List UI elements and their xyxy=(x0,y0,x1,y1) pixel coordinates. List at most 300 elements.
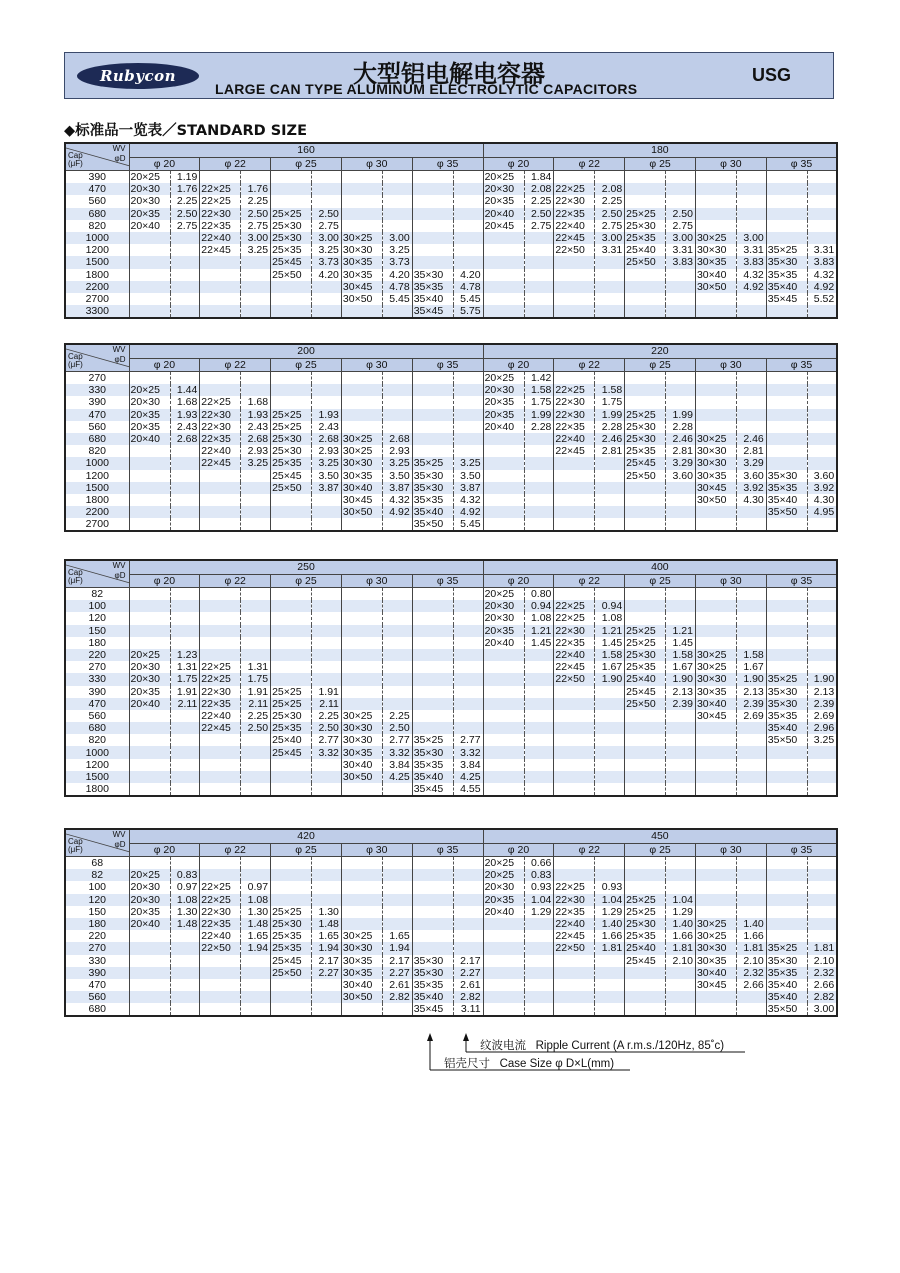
case-size-cell xyxy=(412,906,453,918)
case-size-cell: 22×40 xyxy=(200,710,241,722)
case-size-cell xyxy=(129,600,170,612)
ripple-current-cell xyxy=(524,506,554,518)
case-size-cell xyxy=(483,433,524,445)
case-size-cell xyxy=(271,759,312,771)
case-size-cell: 20×25 xyxy=(483,869,524,881)
ripple-current-cell xyxy=(170,445,200,457)
ripple-current-cell xyxy=(666,372,696,385)
case-size-cell xyxy=(766,600,807,612)
ripple-current-cell xyxy=(736,195,766,207)
case-size-cell xyxy=(766,930,807,942)
case-cn: 铝壳尺寸 xyxy=(444,1058,490,1070)
ripple-current-cell xyxy=(524,979,554,991)
case-size-cell xyxy=(554,783,595,796)
ripple-current-cell xyxy=(807,208,837,220)
ripple-current-cell: 3.31 xyxy=(736,244,766,256)
ripple-current-cell: 0.93 xyxy=(524,881,554,893)
ripple-current-cell: 1.75 xyxy=(595,396,625,408)
case-size-cell: 20×30 xyxy=(129,673,170,685)
case-size-cell xyxy=(200,612,241,624)
ripple-current-cell xyxy=(595,857,625,870)
capacitance-cell: 1000 xyxy=(65,232,129,244)
ripple-current-cell xyxy=(807,518,837,531)
ripple-current-cell xyxy=(453,625,483,637)
voltage-header: 400 xyxy=(483,560,837,574)
ripple-current-cell: 2.66 xyxy=(807,979,837,991)
ripple-current-cell: 1.99 xyxy=(524,409,554,421)
case-size-cell: 25×35 xyxy=(625,445,666,457)
capacitance-cell: 330 xyxy=(65,673,129,685)
corner-header xyxy=(65,560,129,588)
ripple-current-cell: 1.04 xyxy=(524,894,554,906)
case-size-cell: 20×40 xyxy=(483,906,524,918)
diameter-header: φ 35 xyxy=(766,157,837,171)
case-size-cell xyxy=(483,1003,524,1016)
case-size-cell xyxy=(129,734,170,746)
capacitance-cell: 1500 xyxy=(65,256,129,268)
case-size-cell: 30×35 xyxy=(341,967,382,979)
ripple-current-cell xyxy=(453,930,483,942)
ripple-current-cell: 3.50 xyxy=(382,470,412,482)
table-row xyxy=(65,967,837,979)
case-size-cell xyxy=(412,244,453,256)
corner-wv-label: WV xyxy=(112,561,126,570)
ripple-current-cell: 2.28 xyxy=(524,421,554,433)
table-row xyxy=(65,894,837,906)
cap-unit-label: (μF) xyxy=(68,159,83,168)
ripple-current-cell xyxy=(807,409,837,421)
case-size-cell xyxy=(766,906,807,918)
table-row xyxy=(65,649,837,661)
ripple-current-cell: 4.30 xyxy=(807,494,837,506)
ripple-current-cell: 2.08 xyxy=(524,183,554,195)
ripple-current-cell xyxy=(312,783,342,796)
table-row xyxy=(65,637,837,649)
ripple-current-cell: 1.30 xyxy=(170,906,200,918)
ripple-current-cell xyxy=(807,220,837,232)
table-row xyxy=(65,396,837,408)
ripple-current-cell: 2.17 xyxy=(453,955,483,967)
case-size-cell: 22×35 xyxy=(554,637,595,649)
ripple-current-cell xyxy=(595,281,625,293)
ripple-current-cell xyxy=(666,396,696,408)
case-size-cell: 25×50 xyxy=(271,967,312,979)
rubycon-logo: Rubycon xyxy=(77,63,199,89)
ripple-current-cell xyxy=(241,281,271,293)
ripple-current-cell: 2.43 xyxy=(170,421,200,433)
ripple-current-cell xyxy=(666,293,696,305)
case-size-cell xyxy=(625,783,666,796)
ripple-current-cell xyxy=(312,771,342,783)
ripple-current-cell xyxy=(666,269,696,281)
case-size-cell xyxy=(554,269,595,281)
ripple-current-cell xyxy=(170,232,200,244)
case-size-cell xyxy=(766,171,807,184)
case-size-cell xyxy=(341,686,382,698)
ripple-current-cell xyxy=(736,220,766,232)
case-size-cell xyxy=(483,942,524,954)
case-size-cell xyxy=(341,625,382,637)
case-size-cell: 35×25 xyxy=(412,734,453,746)
case-size-cell xyxy=(271,612,312,624)
case-size-cell xyxy=(129,637,170,649)
table-row xyxy=(65,518,837,531)
ripple-current-cell: 4.55 xyxy=(453,783,483,796)
case-size-cell xyxy=(412,409,453,421)
ripple-current-cell xyxy=(666,588,696,601)
capacitance-cell: 1000 xyxy=(65,746,129,758)
case-size-cell: 22×45 xyxy=(554,445,595,457)
ripple-current-cell: 1.08 xyxy=(595,612,625,624)
case-size-cell: 35×45 xyxy=(412,1003,453,1016)
ripple-current-cell xyxy=(807,183,837,195)
table-row xyxy=(65,979,837,991)
ripple-current-cell xyxy=(312,857,342,870)
table-row xyxy=(65,918,837,930)
ripple-current-cell: 4.78 xyxy=(453,281,483,293)
case-size-cell xyxy=(412,600,453,612)
case-size-cell xyxy=(625,979,666,991)
case-size-cell xyxy=(695,734,736,746)
case-size-cell: 30×50 xyxy=(695,281,736,293)
table-row xyxy=(65,232,837,244)
ripple-current-cell xyxy=(453,722,483,734)
ripple-current-cell: 4.32 xyxy=(807,269,837,281)
case-size-cell: 30×35 xyxy=(341,746,382,758)
capacitance-cell: 2200 xyxy=(65,281,129,293)
case-size-cell: 20×35 xyxy=(129,409,170,421)
case-size-cell xyxy=(554,869,595,881)
corner-cap-label xyxy=(68,152,83,168)
ripple-current-cell xyxy=(524,967,554,979)
ripple-current-cell xyxy=(807,625,837,637)
ripple-current-cell: 0.66 xyxy=(524,857,554,870)
case-size-cell: 22×50 xyxy=(200,942,241,954)
case-size-cell xyxy=(766,220,807,232)
table-row xyxy=(65,857,837,870)
ripple-current-cell: 1.75 xyxy=(241,673,271,685)
ripple-current-cell xyxy=(382,183,412,195)
table-row xyxy=(65,771,837,783)
ripple-current-cell xyxy=(807,783,837,796)
case-size-cell xyxy=(200,637,241,649)
capacitance-cell: 390 xyxy=(65,686,129,698)
ripple-current-cell xyxy=(382,661,412,673)
table-row xyxy=(65,746,837,758)
ripple-current-cell xyxy=(241,506,271,518)
ripple-current-cell: 3.25 xyxy=(312,457,342,469)
ripple-current-cell: 5.52 xyxy=(807,293,837,305)
ripple-current-cell xyxy=(312,518,342,531)
ripple-current-cell: 2.13 xyxy=(666,686,696,698)
case-size-cell xyxy=(695,396,736,408)
ripple-current-cell xyxy=(170,457,200,469)
case-size-cell: 22×50 xyxy=(554,942,595,954)
ripple-current-cell xyxy=(312,612,342,624)
ripple-current-cell xyxy=(524,722,554,734)
case-size-cell: 25×35 xyxy=(271,722,312,734)
ripple-current-cell xyxy=(241,869,271,881)
case-size-cell: 30×30 xyxy=(341,457,382,469)
ripple-current-cell xyxy=(595,256,625,268)
ripple-current-cell xyxy=(170,256,200,268)
ripple-current-cell: 2.25 xyxy=(241,710,271,722)
case-size-cell xyxy=(766,305,807,318)
ripple-current-cell xyxy=(170,955,200,967)
diameter-header: φ 25 xyxy=(271,843,342,857)
ripple-current-cell: 1.23 xyxy=(170,649,200,661)
ripple-en: Ripple Current (A r.m.s./120Hz, 85˚c) xyxy=(535,1040,725,1052)
case-size-cell: 35×35 xyxy=(766,967,807,979)
case-size-cell xyxy=(695,518,736,531)
case-size-cell xyxy=(129,470,170,482)
ripple-current-cell: 2.50 xyxy=(241,722,271,734)
ripple-current-cell xyxy=(524,244,554,256)
case-size-cell xyxy=(625,506,666,518)
ripple-current-cell: 0.83 xyxy=(524,869,554,881)
diameter-header: φ 22 xyxy=(200,157,271,171)
case-size-cell xyxy=(341,588,382,601)
ripple-current-cell xyxy=(807,649,837,661)
ripple-current-cell xyxy=(382,906,412,918)
ripple-current-cell: 4.92 xyxy=(807,281,837,293)
case-size-cell xyxy=(695,183,736,195)
ripple-current-cell xyxy=(312,881,342,893)
case-size-cell: 30×40 xyxy=(341,759,382,771)
table-row xyxy=(65,409,837,421)
ripple-current-cell xyxy=(524,281,554,293)
title-chinese: 大型铝电解电容器 xyxy=(353,60,545,88)
capacitance-cell: 680 xyxy=(65,722,129,734)
ripple-current-cell: 4.20 xyxy=(382,269,412,281)
ripple-current-cell: 2.25 xyxy=(382,710,412,722)
case-size-cell xyxy=(554,734,595,746)
case-size-cell xyxy=(200,746,241,758)
ripple-current-cell: 0.97 xyxy=(241,881,271,893)
ripple-current-cell xyxy=(170,244,200,256)
case-size-cell: 25×25 xyxy=(271,698,312,710)
ripple-current-cell xyxy=(241,171,271,184)
ripple-current-cell: 1.58 xyxy=(524,384,554,396)
ripple-current-cell xyxy=(595,979,625,991)
table-row xyxy=(65,494,837,506)
ripple-current-cell xyxy=(241,518,271,531)
case-size-cell: 30×35 xyxy=(341,256,382,268)
case-size-cell: 20×30 xyxy=(483,612,524,624)
capacitance-cell: 180 xyxy=(65,918,129,930)
ripple-current-cell xyxy=(524,991,554,1003)
case-size-cell: 35×35 xyxy=(766,269,807,281)
case-size-cell xyxy=(129,991,170,1003)
case-size-cell xyxy=(412,612,453,624)
case-size-cell: 35×40 xyxy=(766,991,807,1003)
ripple-current-cell: 1.45 xyxy=(595,637,625,649)
case-size-cell xyxy=(129,759,170,771)
case-size-cell xyxy=(766,433,807,445)
case-size-cell xyxy=(129,625,170,637)
case-size-cell: 30×40 xyxy=(695,698,736,710)
case-size-cell: 35×50 xyxy=(766,734,807,746)
case-size-cell xyxy=(271,783,312,796)
ripple-current-cell xyxy=(382,588,412,601)
case-size-cell xyxy=(625,518,666,531)
case-size-cell: 20×35 xyxy=(129,421,170,433)
ripple-current-cell: 2.61 xyxy=(453,979,483,991)
case-size-cell xyxy=(200,256,241,268)
ripple-current-cell: 4.30 xyxy=(736,494,766,506)
ripple-current-cell: 1.81 xyxy=(736,942,766,954)
ripple-current-cell xyxy=(312,494,342,506)
ripple-current-cell xyxy=(241,293,271,305)
case-size-cell xyxy=(412,445,453,457)
ripple-current-cell xyxy=(453,612,483,624)
ripple-current-cell: 2.82 xyxy=(807,991,837,1003)
case-size-cell: 30×35 xyxy=(695,955,736,967)
case-size-cell xyxy=(695,906,736,918)
case-size-cell: 22×30 xyxy=(200,208,241,220)
case-size-cell: 22×45 xyxy=(554,661,595,673)
ripple-current-cell xyxy=(170,759,200,771)
case-size-cell: 30×30 xyxy=(695,457,736,469)
ripple-current-cell xyxy=(170,722,200,734)
ripple-current-cell xyxy=(382,305,412,318)
case-size-cell: 22×35 xyxy=(200,433,241,445)
ripple-current-cell xyxy=(382,649,412,661)
case-size-cell: 22×30 xyxy=(200,409,241,421)
case-size-cell: 20×35 xyxy=(129,906,170,918)
ripple-current-cell: 2.10 xyxy=(736,955,766,967)
case-size-cell xyxy=(554,1003,595,1016)
ripple-current-cell xyxy=(736,293,766,305)
ripple-current-cell: 2.46 xyxy=(736,433,766,445)
case-size-cell xyxy=(412,710,453,722)
case-size-cell xyxy=(554,955,595,967)
ripple-current-cell xyxy=(524,457,554,469)
case-size-cell xyxy=(625,759,666,771)
case-size-cell: 20×25 xyxy=(129,171,170,184)
ripple-current-cell xyxy=(453,171,483,184)
case-size-cell: 25×45 xyxy=(271,955,312,967)
ripple-current-cell xyxy=(736,857,766,870)
case-size-cell xyxy=(554,305,595,318)
ripple-current-cell: 3.00 xyxy=(312,232,342,244)
ripple-current-cell xyxy=(736,759,766,771)
ripple-current-cell xyxy=(382,171,412,184)
ripple-current-cell xyxy=(524,930,554,942)
case-size-cell xyxy=(483,281,524,293)
ripple-current-cell xyxy=(453,881,483,893)
ripple-current-cell xyxy=(453,588,483,601)
case-size-cell xyxy=(200,967,241,979)
ripple-current-cell xyxy=(241,991,271,1003)
case-size-cell xyxy=(554,967,595,979)
ripple-current-cell xyxy=(453,256,483,268)
table-row xyxy=(65,881,837,893)
case-size-cell: 25×30 xyxy=(271,433,312,445)
case-size-cell xyxy=(200,783,241,796)
ripple-current-cell xyxy=(241,305,271,318)
capacitance-cell: 560 xyxy=(65,195,129,207)
case-size-cell xyxy=(341,208,382,220)
case-size-cell: 35×30 xyxy=(766,470,807,482)
ripple-current-cell xyxy=(241,588,271,601)
case-size-cell: 35×40 xyxy=(766,281,807,293)
case-size-cell: 30×45 xyxy=(695,482,736,494)
ripple-current-cell xyxy=(807,195,837,207)
capacitance-cell: 270 xyxy=(65,942,129,954)
ripple-current-cell xyxy=(453,232,483,244)
ripple-current-cell xyxy=(524,673,554,685)
ripple-current-cell: 1.58 xyxy=(595,384,625,396)
ripple-current-cell: 1.58 xyxy=(736,649,766,661)
case-size-cell xyxy=(412,881,453,893)
ripple-current-cell xyxy=(241,734,271,746)
case-size-cell xyxy=(695,384,736,396)
capacitance-cell: 470 xyxy=(65,183,129,195)
table-row xyxy=(65,506,837,518)
case-size-cell: 22×25 xyxy=(554,384,595,396)
case-size-cell xyxy=(625,195,666,207)
case-size-cell: 25×50 xyxy=(625,470,666,482)
ripple-current-cell xyxy=(524,518,554,531)
ripple-current-cell: 1.67 xyxy=(595,661,625,673)
ripple-current-cell: 2.82 xyxy=(453,991,483,1003)
capacitance-cell: 680 xyxy=(65,208,129,220)
page-header xyxy=(64,52,834,99)
case-size-cell xyxy=(483,470,524,482)
ripple-current-cell xyxy=(170,482,200,494)
ripple-current-cell xyxy=(382,208,412,220)
voltage-header: 220 xyxy=(483,344,837,358)
ripple-current-cell xyxy=(170,967,200,979)
case-size-cell xyxy=(625,305,666,318)
cap-label: Cap xyxy=(68,151,83,160)
ripple-current-cell xyxy=(524,305,554,318)
case-size-cell xyxy=(766,372,807,385)
ripple-current-cell: 2.68 xyxy=(170,433,200,445)
ripple-current-cell: 3.32 xyxy=(453,746,483,758)
case-size-cell: 30×40 xyxy=(341,979,382,991)
case-size-cell: 22×45 xyxy=(554,232,595,244)
ripple-current-cell xyxy=(170,612,200,624)
case-size-cell: 20×40 xyxy=(483,421,524,433)
case-size-cell xyxy=(695,220,736,232)
ripple-current-cell: 1.91 xyxy=(241,686,271,698)
capacitance-cell: 1800 xyxy=(65,494,129,506)
legend-case-size xyxy=(444,1055,614,1071)
case-size-cell xyxy=(412,649,453,661)
ripple-current-cell: 1.66 xyxy=(595,930,625,942)
ripple-current-cell xyxy=(736,894,766,906)
ripple-current-cell xyxy=(382,612,412,624)
ripple-current-cell xyxy=(312,396,342,408)
spec-table-block xyxy=(64,828,836,1017)
ripple-current-cell: 3.31 xyxy=(666,244,696,256)
case-size-cell: 35×30 xyxy=(412,470,453,482)
ripple-current-cell xyxy=(807,661,837,673)
capacitance-cell: 220 xyxy=(65,649,129,661)
corner-d-label: φD xyxy=(114,840,126,849)
ripple-current-cell: 2.77 xyxy=(312,734,342,746)
case-size-cell xyxy=(200,991,241,1003)
ripple-current-cell xyxy=(241,372,271,385)
case-size-cell xyxy=(554,470,595,482)
ripple-current-cell xyxy=(736,372,766,385)
corner-wv-label: WV xyxy=(112,830,126,839)
corner-header xyxy=(65,344,129,372)
table-row xyxy=(65,281,837,293)
case-size-cell: 35×25 xyxy=(412,457,453,469)
